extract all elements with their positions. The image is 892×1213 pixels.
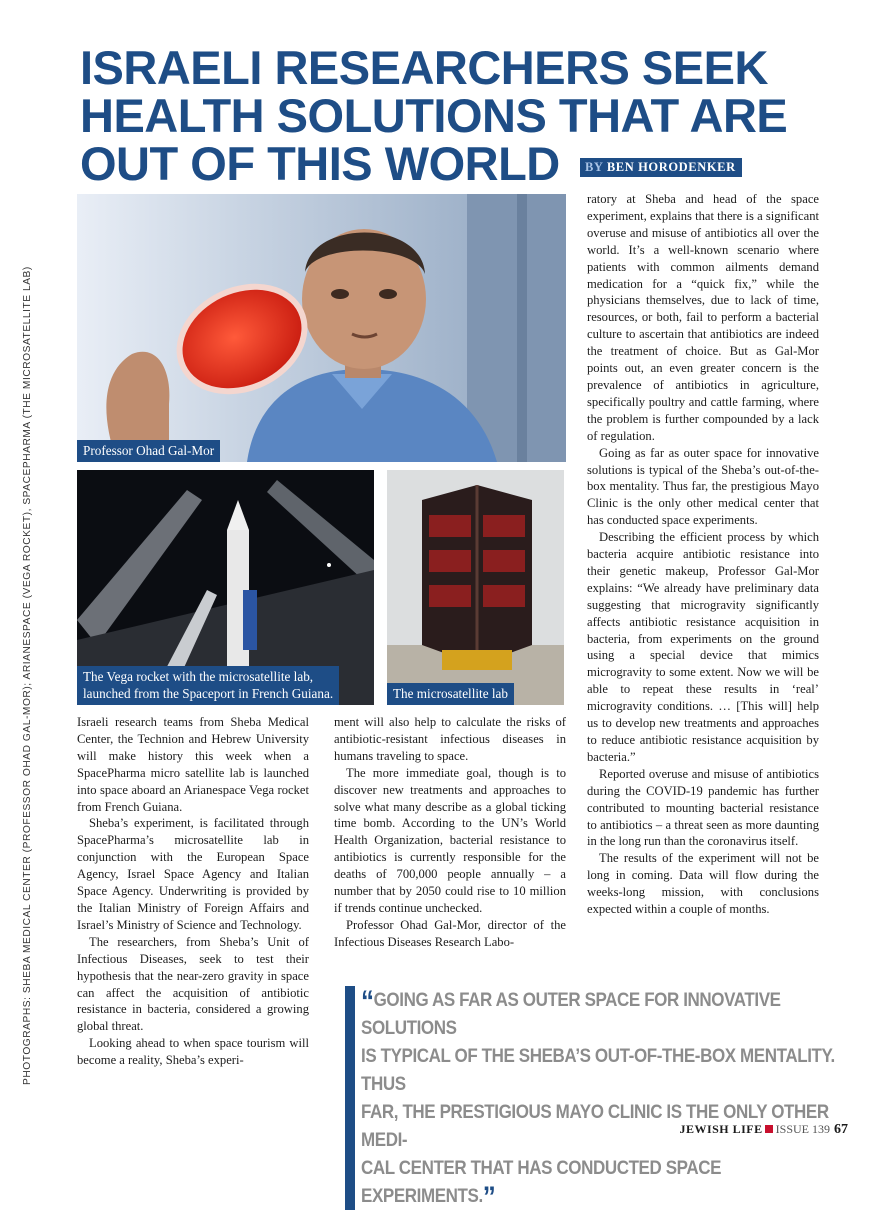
article-column-2 xyxy=(334,714,566,951)
paragraph: Going as far as outer space for innovative solutions is typical of the Sheba’s out-of-the-box mentality. Thus far, the prestigious Mayo Clinic is the only other medical center that has conducted space experiments. xyxy=(587,445,819,528)
pull-quote-line-3: FAR, THE PRESTIGIOUS MAYO CLINIC IS THE ONLY OTHER MEDI- xyxy=(361,1101,829,1151)
byline-author: BEN HORODENKER xyxy=(606,160,736,174)
professor-photo xyxy=(77,194,566,462)
paragraph: Israeli research teams from Sheba Medical Center, the Technion and Hebrew University will make history this week when a SpacePharma micro satellite lab is launched into space aboard an Arianespace Vega rocket from French Guiana. xyxy=(77,715,309,814)
paragraph: The results of the experiment will not be long in coming. Data will flow during the weeks-long mission, with conclusions expected within a couple of months. xyxy=(587,851,819,917)
pull-quote xyxy=(345,983,839,1213)
page-footer xyxy=(679,1122,848,1138)
article-column-1 xyxy=(77,714,309,1069)
paragraph: Sheba’s experiment, is facilitated through SpacePharma’s microsatellite lab in conjunction with the European Space Agency, Israel Space Agency and Italian Space Agency. Underwriting is provided by the Italian Ministry of Foreign Affairs and Israel’s Ministry of Science and Technology. xyxy=(77,816,309,932)
paragraph: The more immediate goal, though is to discover new treatments and approaches to solve what many describe as a global ticking time bomb. According to the UN’s World Health Organization, bacterial resistance to antibiotics is currently responsible for the deaths of 700,000 people annually – a number that by 2050 could rise to 10 million if trends continue unchecked. xyxy=(334,765,566,915)
paragraph: Reported overuse and misuse of antibiotics during the COVID-19 pandemic has further contributed to mounting bacterial resistance to antibiotics – a threat seen as more daunting in the long run than the coronavirus itself. xyxy=(587,766,819,849)
professor-photo-caption: Professor Ohad Gal-Mor xyxy=(77,440,220,462)
photo-credit: PHOTOGRAPHS: SHEBA MEDICAL CENTER (PROFESSOR OHAD GAL-MOR); ARIANESPACE (VEGA ROCKET), SPACEPHARMA (THE MICROSATELLITE LAB) xyxy=(22,266,33,1085)
page-number: 67 xyxy=(834,1122,848,1137)
headline-line-3: OUT OF THIS WORLD xyxy=(80,137,560,190)
issue-number: ISSUE 139 xyxy=(775,1122,830,1136)
paragraph: ment will also help to calculate the risks of antibiotic-resistant infectious diseases in humans traveling to space. xyxy=(334,715,566,763)
professor-photo-illustration xyxy=(77,194,566,462)
paragraph: Describing the efficient process by which bacteria acquire antibiotic resistance into their genetic makeup, Professor Gal-Mor explains: “We already have preliminary data suggesting that microgravity significantly affects antibiotic resistance acquisition in bacteria, from experiments on the ground using a special device that mimics microgravity to some extent. Now we will be able to repeat these results in ‘real’ microgravity conditions. … [This will] help us to develop new treatments and approaches to reduce antibiotic resistance acquisition by bacteria.” xyxy=(587,530,819,764)
byline xyxy=(580,158,742,177)
headline-line-2: HEALTH SOLUTIONS THAT ARE xyxy=(80,89,788,142)
pull-quote-line-4: CAL CENTER THAT HAS CONDUCTED SPACE EXPERIMENTS. xyxy=(361,1157,722,1207)
paragraph: Professor Ohad Gal-Mor, director of the Infectious Diseases Research Labo- xyxy=(334,917,566,949)
microsatellite-photo xyxy=(387,470,564,705)
paragraph: ratory at Sheba and head of the space experiment, explains that there is a significant overuse and misuse of antibiotics all over the world. It’s a well-known scenario where patients with common ailments demand medication for a “quick fix,” while the physicians themselves, due to lack of time, resources, or both, fail to perform a bacterial culture to ascertain that antibiotics are indeed the treatment of choice. But as Gal-Mor points out, an even greater concern is the prevalence of antibiotics in agriculture, specifically poultry and cattle farming, where the problem is further compounded by a lack of regulation. xyxy=(587,192,819,443)
vega-rocket-caption xyxy=(77,666,339,705)
microsatellite-illustration xyxy=(387,470,564,705)
vega-rocket-caption-line-1: The Vega rocket with the microsatellite lab, xyxy=(83,669,314,684)
publication-name: JEWISH LIFE xyxy=(679,1122,763,1136)
byline-prefix: BY xyxy=(585,160,604,174)
open-quote-mark: “ xyxy=(361,983,374,1018)
footer-square-icon xyxy=(765,1125,773,1133)
close-quote-mark: ” xyxy=(482,1179,496,1213)
vega-rocket-photo xyxy=(77,470,374,705)
paragraph: Looking ahead to when space tourism will become a reality, Sheba’s experi- xyxy=(77,1036,309,1068)
vega-rocket-caption-line-2: launched from the Spaceport in French Guiana. xyxy=(83,686,334,701)
paragraph: The researchers, from Sheba’s Unit of Infectious Diseases, seek to test their hypothesis that the near-zero gravity in space can affect the acquisition of antibiotic resistance in bacteria, considered a growing global threat. xyxy=(77,934,309,1034)
pull-quote-line-2: IS TYPICAL OF THE SHEBA’S OUT-OF-THE-BOX MENTALITY. THUS xyxy=(361,1045,835,1095)
headline-line-1: ISRAELI RESEARCHERS SEEK xyxy=(80,41,768,94)
microsatellite-caption: The microsatellite lab xyxy=(387,683,514,705)
pull-quote-line-1: GOING AS FAR AS OUTER SPACE FOR INNOVATIVE SOLUTIONS xyxy=(361,989,781,1039)
article-column-3 xyxy=(587,191,819,918)
